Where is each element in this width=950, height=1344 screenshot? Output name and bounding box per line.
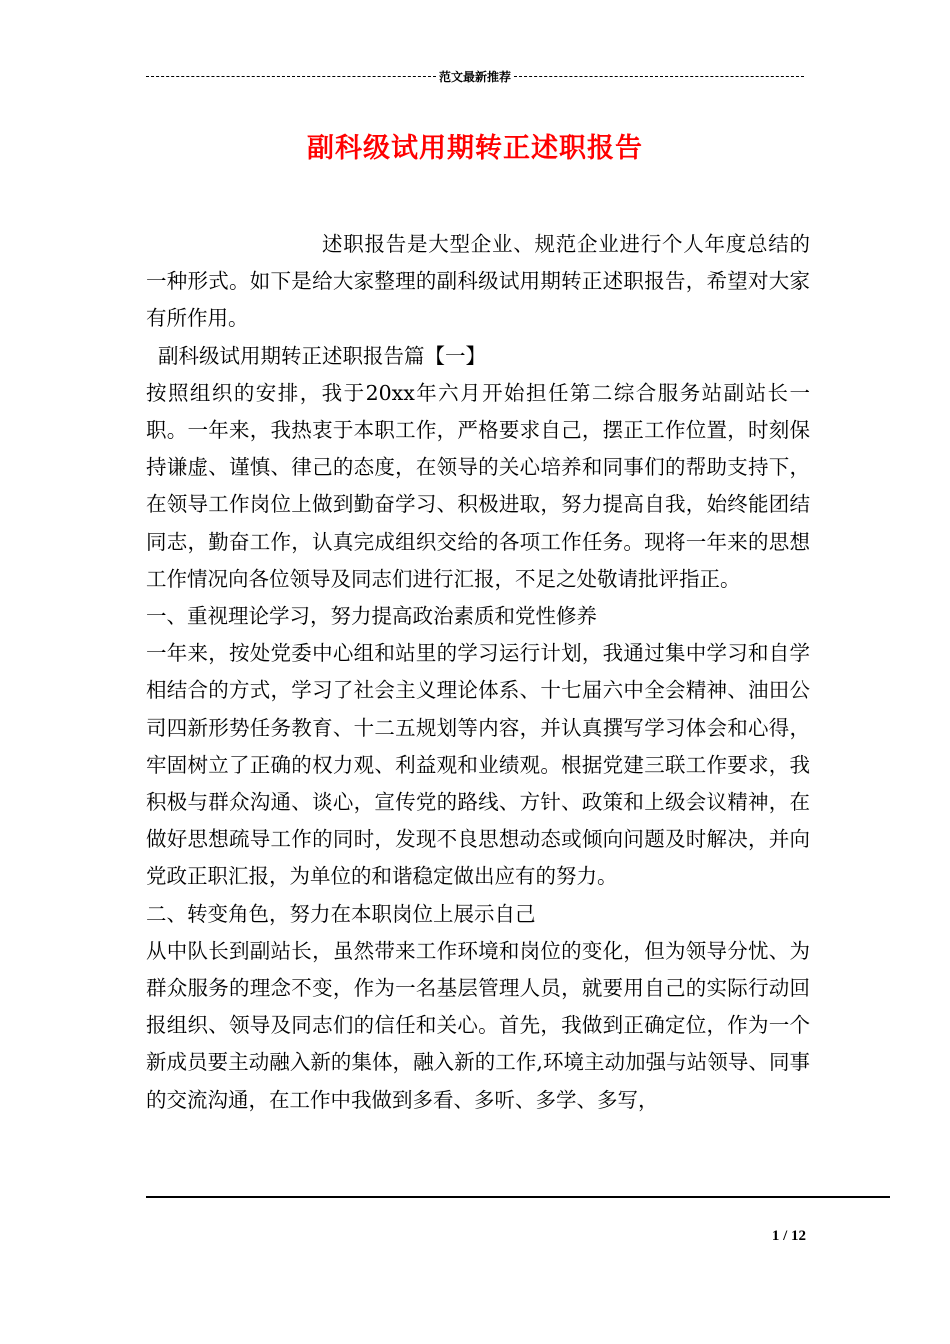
page-header — [146, 66, 804, 86]
footer-rule — [146, 1196, 890, 1198]
document-title: 副科级试用期转正述职报告 — [307, 133, 643, 164]
paragraph-1: 按照组织的安排，我于20xx年六月开始担任第二综合服务站副站长一职。一年来，我热衷于本职工作，严格要求自己，摆正工作位置，时刻保持谦虚、谨慎、律己的态度，在领导的关心培养和同事们的帮助支持下，在领导工作岗位上做到勤奋学习、积极进取，努力提高自我，始终能团结同志，勤奋工作，认真完成组织交给的各项工作任务。现将一年来的思想工作情况向各位领导及同志们进行汇报，不足之处敬请批评指正。 — [146, 380, 810, 591]
heading-2: 二、转变角色，努力在本职岗位上展示自己 — [146, 901, 536, 926]
paragraph-2: 一年来，按处党委中心组和站里的学习运行计划，我通过集中学习和自学相结合的方式，学习了社会主义理论体系、十七届六中全会精神、油田公司四新形势任务教育、十二五规划等内容，并认真撰写学习体会和心得，牢固树立了正确的权力观、利益观和业绩观。根据党建三联工作要求，我积极与群众沟通、谈心，宣传党的路线、方针、政策和上级会议精神，在做好思想疏导工作的同时，发现不良思想动态或倾向问题及时解决，并向党政正职汇报，为单位的和谐稳定做出应有的努力。 — [146, 641, 810, 889]
intro-paragraph: 述职报告是大型企业、规范企业进行个人年度总结的一种形式。如下是给大家整理的副科级试用期转正述职报告，希望对大家有所作用。 — [146, 232, 810, 331]
header-text: 范文最新推荐 — [439, 69, 512, 84]
heading-1: 一、重视理论学习，努力提高政治素质和党性修养 — [146, 604, 597, 629]
page-number: 1 / 12 — [771, 1228, 806, 1244]
header-dash-left — [146, 76, 436, 77]
paragraph-3: 从中队长到副站长，虽然带来工作环境和岗位的变化，但为领导分忧、为群众服务的理念不变，作为一名基层管理人员，就要用自己的实际行动回报组织、领导及同志们的信任和关心。首先，我做到正确定位，作为一个新成员要主动融入新的集体，融入新的工作,环境主动加强与站领导、同事的交流沟通，在工作中我做到多看、多听、多学、多写， — [146, 938, 810, 1112]
document-body — [146, 226, 810, 1119]
section-subtitle: 副科级试用期转正述职报告篇【一】 — [158, 343, 486, 368]
header-dash-right — [514, 76, 804, 77]
